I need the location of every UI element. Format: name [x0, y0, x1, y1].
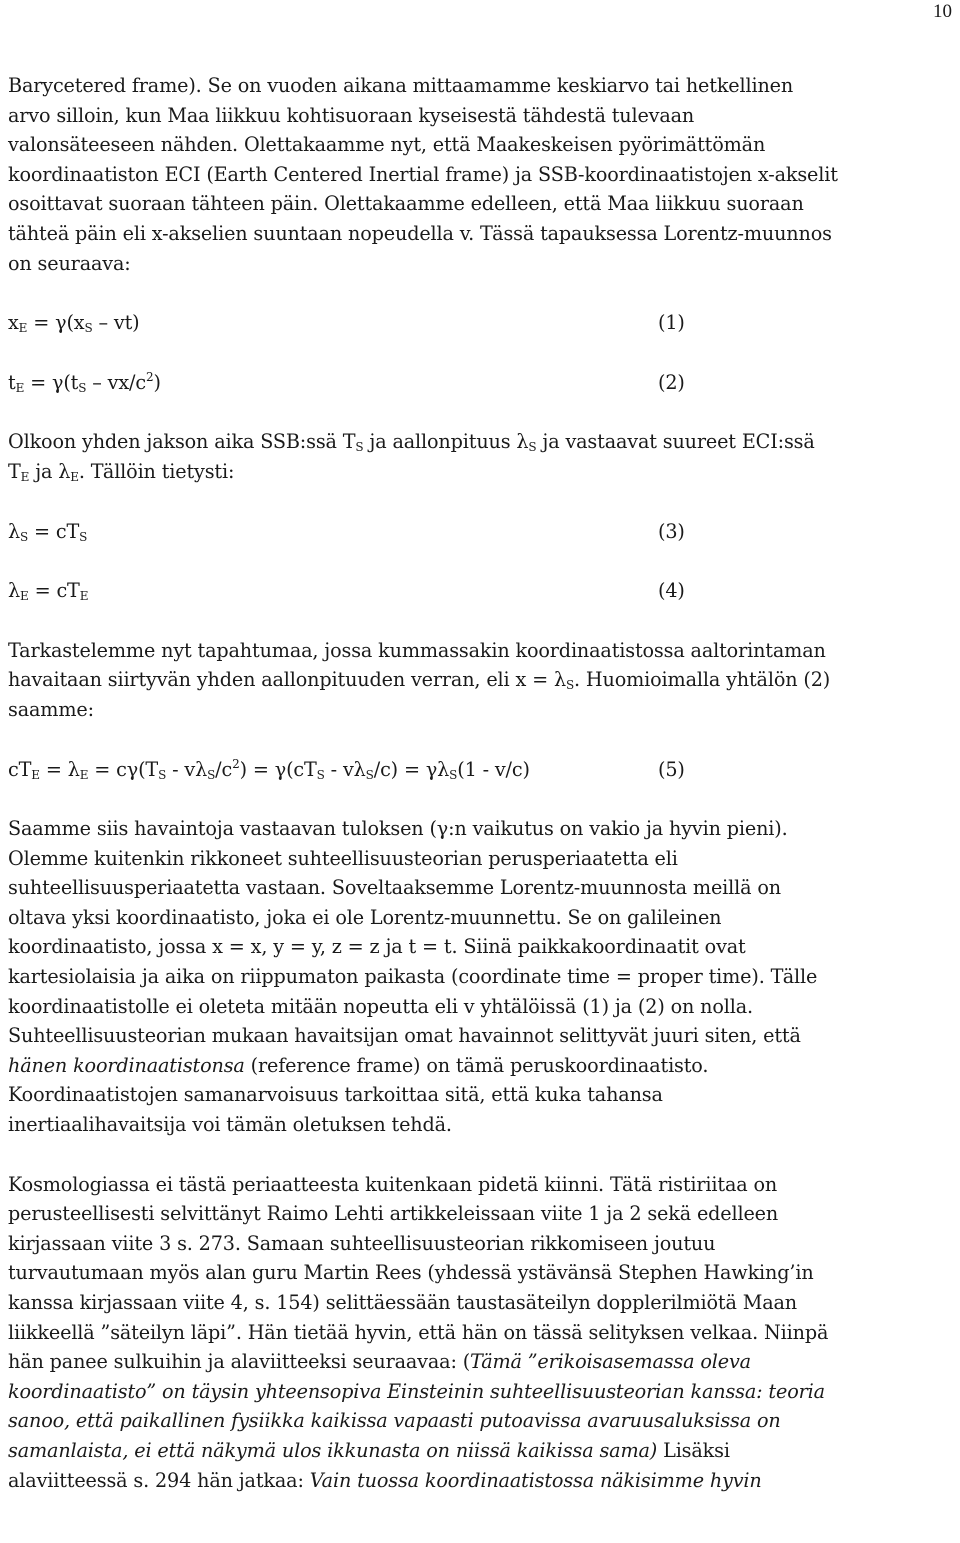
- eq5-text: $cT_E = \lambda_E = c\gamma(T_S - v\lambda_S/c^2) = \gamma(cT_S - v\lambda_S/c) = \gamma\lambda_S(1 - v/c)$: [8, 756, 530, 782]
- paragraph-wavefront: Tarkastelemme nyt tapahtumaa, jossa kummassakin koordinaatistossa aaltorintaman havaitaan siirtyvän yhden aallonpituuden verran, eli $x = \lambda_S$. Huomioimalla yhtälön (2) saamme:: [8, 638, 831, 721]
- document-body: [8, 71, 838, 1495]
- equation-number: (4): [658, 579, 685, 603]
- equation-3: [8, 517, 838, 547]
- paragraph-period-wavelength: Olkoon yhden jakson aika SSB:ssä $T_S$ ja aallonpituus $\lambda_S$ ja vastaavat suureet ECI:ssä $T_E$ ja $\lambda_E$. Tällöin tietysti:: [8, 430, 815, 484]
- paragraph-cosmology: Kosmologiassa ei tästä periaatteesta kuitenkaan pidetä kiinni. Tätä ristiriitaa on perusteellisesti selvittänyt Raimo Lehti artikkeleissaan viite 1 ja 2 sekä edelleen kirjassaan viite 3 s. 273. Samaan suhteellisuusteorian rikkomiseen joutuu turvautumaan myös alan guru Martin Rees (yhdessä ystävänsä Stephen Hawking’in kanssa kirjassaan viite 4, s. 154) selittäessään taustasäteilyn dopplerilmiötä Maan liikkeellä ”säteilyn läpi”. Hän tietää hyvin, että hän on tässä selityksen velkaa. Niinpä hän panee sulkuihin ja alaviitteeksi seuraavaa: (Tämä ”erikoisasemassa oleva koordinaatisto” on täysin yhteensopiva Einsteinin suhteellisuusteorian kanssa: teoria sanoo, että paikallinen fysiikka kaikissa vapaasti putoavissa avaruusaluksissa on samanlaista, ei että näkymä ulos ikkunasta on niissä kaikissa sama) Lisäksi alaviitteessä s. 294 hän jatkaa: Vain tuossa koordinaatistossa näkisimme hyvin: [8, 1172, 829, 1492]
- eq2-text: $t_E = \gamma(t_S - vx/c^2)$: [8, 369, 161, 395]
- paragraph-relativity-principle: Saamme siis havaintoja vastaavan tuloksen (γ:n vaikutus on vakio ja hyvin pieni). Olemme kuitenkin rikkoneet suhteellisuusteorian perusperiaatetta eli suhteellisuusperiaatetta vastaan. Soveltaaksemme Lorentz-muunnosta meillä on oltava yksi koordinaatisto, joka ei ole Lorentz-muunnettu. Se on galileinen koordinaatisto, jossa x = x, y = y, z = z ja t = t. Siinä paikkakoordinaatit ovat kartesiolaisia ja aika on riippumaton paikasta (coordinate time = proper time). Tälle koordinaatistolle ei oleteta mitään nopeutta eli v yhtälöissä (1) ja (2) on nolla. Suhteellisuusteorian mukaan havaitsijan omat havainnot selittyvät juuri siten, että hänen koordinaatistonsa (reference frame) on tämä peruskoordinaatisto. Koordinaatistojen samanarvoisuus tarkoittaa sitä, että kuka tahansa inertiaalihavaitsija voi tämän oletuksen tehdä.: [8, 817, 818, 1137]
- page-number: 10: [933, 1, 952, 22]
- equation-number: (5): [658, 757, 685, 781]
- equation-1: [8, 308, 838, 338]
- eq4-text: $\lambda_E = cT_E$: [8, 579, 89, 604]
- equation-number: (1): [658, 311, 685, 335]
- paragraph-intro: Barycetered frame). Se on vuoden aikana mittaamamme keskiarvo tai hetkellinen arvo silloin, kun Maa liikkuu kohtisuoraan kyseisestä tähdestä tulevaan valonsäteeseen nähden. Olettakaamme nyt, että Maakeskeisen pyörimättömän koordinaatiston ECI (Earth Centered Inertial frame) ja SSB-koordinaatistojen x-akselit osoittavat suoraan tähteen päin. Olettakaamme edelleen, että Maa liikkuu suoraan tähteä päin eli x-akselien suuntaan nopeudella v. Tässä tapauksessa Lorentz-muunnos on seuraava:: [8, 74, 838, 275]
- equation-number: (2): [658, 370, 685, 394]
- equation-5: [8, 755, 838, 785]
- equation-2: [8, 368, 838, 398]
- equation-number: (3): [658, 519, 685, 543]
- eq3-text: $\lambda_S = cT_S$: [8, 519, 88, 544]
- equation-4: [8, 576, 838, 606]
- eq1-text: $x_E = \gamma(x_S - vt)$: [8, 311, 140, 336]
